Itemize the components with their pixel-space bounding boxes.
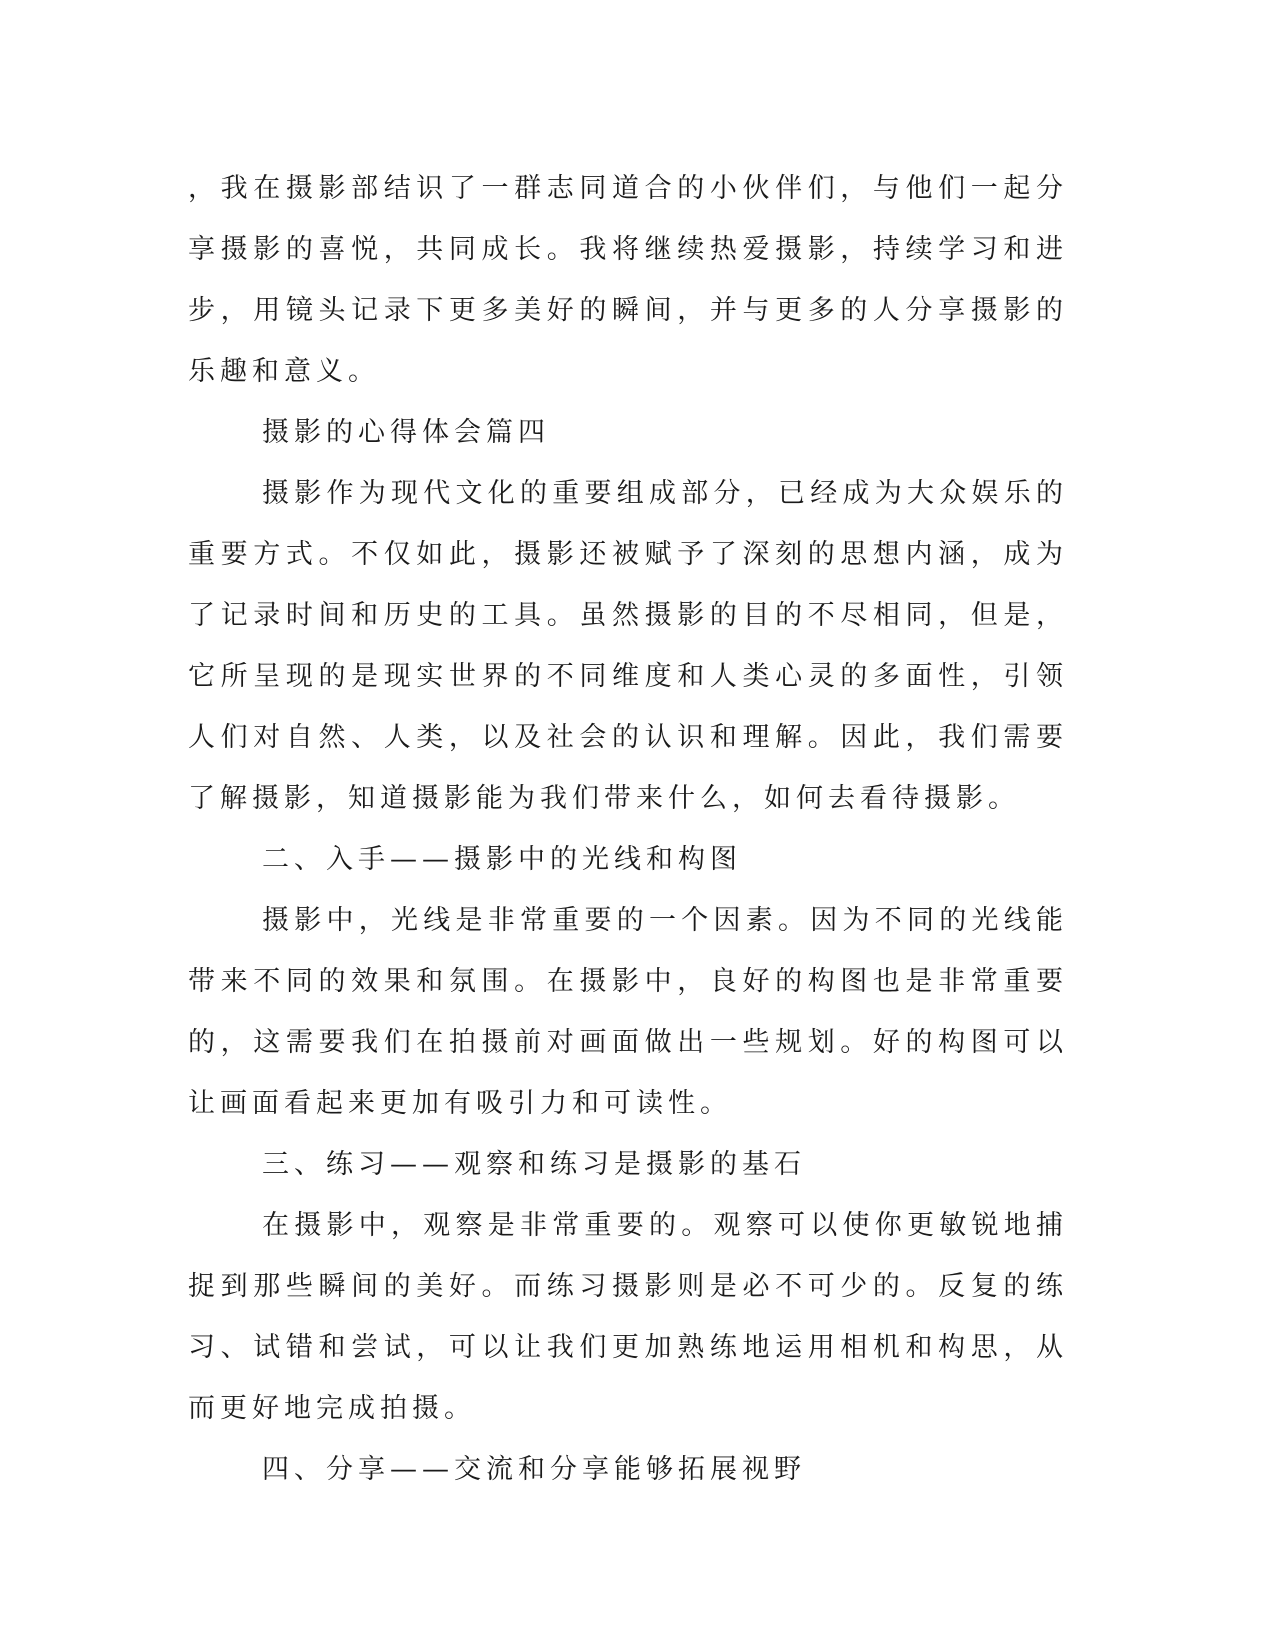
paragraph-light-composition: 摄影中，光线是非常重要的一个因素。因为不同的光线能带来不同的效果和氛围。在摄影中，良好的构图也是非常重要的，这需要我们在拍摄前对画面做出一些规划。好的构图可以让画面看起来更加有吸引力和可读性。 [188, 905, 1068, 1119]
section-heading-sharing: 四、分享——交流和分享能够拓展视野 [262, 1454, 806, 1485]
paragraph-practice: 在摄影中，观察是非常重要的。观察可以使你更敏锐地捕捉到那些瞬间的美好。而练习摄影则是必不可少的。反复的练习、试错和尝试，可以让我们更加熟练地运用相机和构思，从而更好地完成拍摄。 [188, 1210, 1068, 1424]
section-heading-practice: 三、练习——观察和练习是摄影的基石 [262, 1149, 806, 1180]
section-heading-article-four: 摄影的心得体会篇四 [262, 417, 550, 448]
section-heading-light-composition: 二、入手——摄影中的光线和构图 [262, 844, 742, 875]
document-body [188, 158, 1068, 1500]
paragraph-continuation: ，我在摄影部结识了一群志同道合的小伙伴们，与他们一起分享摄影的喜悦，共同成长。我将继续热爱摄影，持续学习和进步，用镜头记录下更多美好的瞬间，并与更多的人分享摄影的乐趣和意义。 [188, 173, 1068, 387]
paragraph-intro: 摄影作为现代文化的重要组成部分，已经成为大众娱乐的重要方式。不仅如此，摄影还被赋予了深刻的思想内涵，成为了记录时间和历史的工具。虽然摄影的目的不尽相同，但是，它所呈现的是现实世界的不同维度和人类心灵的多面性，引领人们对自然、人类，以及社会的认识和理解。因此，我们需要了解摄影，知道摄影能为我们带来什么，如何去看待摄影。 [188, 478, 1068, 814]
